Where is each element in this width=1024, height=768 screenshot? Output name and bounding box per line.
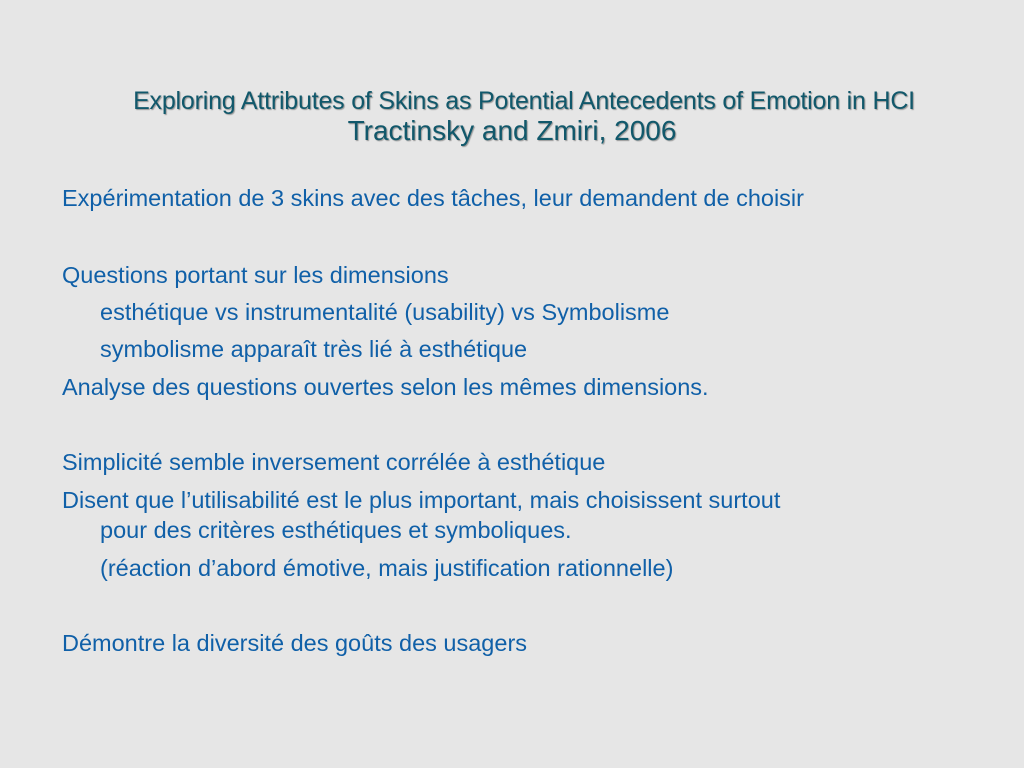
body-line-indented: esthétique vs instrumentalité (usability) vs Symbolisme xyxy=(100,299,670,325)
body-line: Simplicité semble inversement corrélée à esthétique xyxy=(62,449,606,475)
body-line-indented: (réaction d’abord émotive, mais justification rationnelle) xyxy=(100,555,674,581)
slide-title: Exploring Attributes of Skins as Potential Antecedents of Emotion in HCI xyxy=(133,87,915,115)
body-line-continuation: pour des critères esthétiques et symboliques. xyxy=(100,517,572,543)
slide-title-block xyxy=(0,86,1024,146)
body-line: Questions portant sur les dimensions xyxy=(62,262,449,288)
slide-subtitle: Tractinsky and Zmiri, 2006 xyxy=(347,115,677,146)
body-line: Expérimentation de 3 skins avec des tâches, leur demandent de choisir xyxy=(62,185,804,211)
body-line: Disent que l’utilisabilité est le plus important, mais choisissent surtout xyxy=(62,487,781,513)
body-line-indented: symbolisme apparaît très lié à esthétique xyxy=(100,336,528,362)
body-line: Démontre la diversité des goûts des usagers xyxy=(62,630,528,656)
body-line: Analyse des questions ouvertes selon les mêmes dimensions. xyxy=(62,374,709,400)
